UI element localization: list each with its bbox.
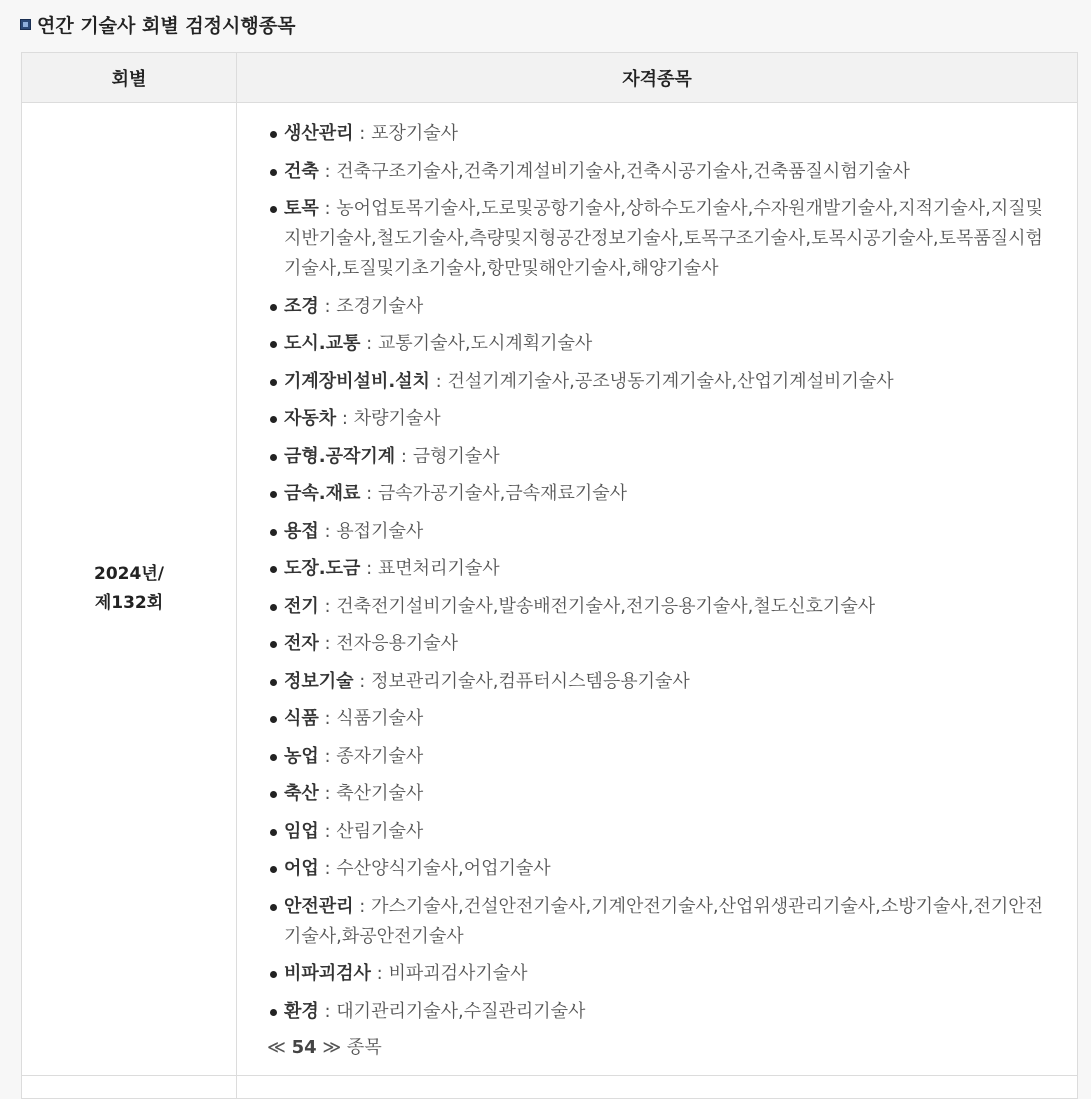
category-label: 임업 xyxy=(284,820,319,842)
field-list: 교통기술사,도시계획기술사 xyxy=(377,333,593,354)
category-label: 토목 xyxy=(284,198,319,219)
exam-schedule-table xyxy=(21,52,1078,1099)
list-item: 도장.도금 : 표면처리기술사 xyxy=(267,554,1047,584)
item-count xyxy=(267,1033,1047,1063)
count-suffix: ≫ 종목 xyxy=(316,1037,382,1058)
field-list: 가스기술사,건설안전기술사,기계안전기술사,산업위생관리기술사,소방기술사,전기안전기술사,화공안전기술사 xyxy=(284,895,1044,947)
field-list: 표면처리기술사 xyxy=(377,558,500,579)
category-label: 농업 xyxy=(284,745,319,767)
header-round: 회별 xyxy=(22,53,237,103)
field-list: 대기관리기술사,수질관리기술사 xyxy=(336,1000,586,1022)
category-label: 생산관리 xyxy=(284,123,354,144)
field-list: 수산양식기술사,어업기술사 xyxy=(336,858,551,879)
list-item: 용접 : 용접기술사 xyxy=(267,517,1047,547)
list-item: 안전관리 : 가스기술사,건설안전기술사,기계안전기술사,산업위생관리기술사,소방기술사,전기안전기술사,화공안전기술사 xyxy=(267,892,1047,952)
category-label: 안전관리 xyxy=(284,895,354,917)
category-label: 도시.교통 xyxy=(284,333,361,354)
qualification-list xyxy=(267,119,1047,1027)
category-label: 축산 xyxy=(284,783,319,804)
field-list: 식품기술사 xyxy=(336,708,424,729)
section-title: 연간 기술사 회별 검정시행종목 xyxy=(37,15,296,37)
count-value: 54 xyxy=(291,1037,317,1058)
list-item: 비파괴검사 : 비파괴검사기술사 xyxy=(267,959,1047,989)
table-row xyxy=(22,103,1078,1076)
list-item: 전기 : 건축전기설비기술사,발송배전기술사,전기응용기술사,철도신호기술사 xyxy=(267,592,1047,622)
field-list: 전자응용기술사 xyxy=(336,633,459,654)
list-item: 농업 : 종자기술사 xyxy=(267,742,1047,772)
square-bullet-icon xyxy=(20,19,31,30)
field-list: 종자기술사 xyxy=(336,745,424,767)
category-label: 비파괴검사 xyxy=(284,963,371,984)
round-cell xyxy=(22,103,237,1076)
list-item: 토목 : 농어업토목기술사,도로및공항기술사,상하수도기술사,수자원개발기술사,지적기술사,지질및지반기술사,철도기술사,측량및지형공간정보기술사,토목구조기술사,토목시공기술사,토목품질시험기술사,토질및기초기술사,항만및해안기술사,해양기술사 xyxy=(267,194,1047,284)
field-list: 차량기술사 xyxy=(353,408,441,429)
list-item: 건축 : 건축구조기술사,건축기계설비기술사,건축시공기술사,건축품질시험기술사 xyxy=(267,157,1047,187)
category-label: 건축 xyxy=(284,160,319,182)
category-label: 어업 xyxy=(284,858,319,879)
table-row xyxy=(22,1076,1078,1099)
list-item: 도시.교통 : 교통기술사,도시계획기술사 xyxy=(267,329,1047,359)
category-label: 용접 xyxy=(284,520,319,542)
field-list: 금형기술사 xyxy=(412,445,500,467)
next-qualification-cell xyxy=(237,1076,1078,1099)
field-list: 건설기계기술사,공조냉동기계기술사,산업기계설비기술사 xyxy=(447,370,894,392)
list-item: 정보기술 : 정보관리기술사,컴퓨터시스템응용기술사 xyxy=(267,667,1047,697)
list-item: 생산관리 : 포장기술사 xyxy=(267,119,1047,149)
category-label: 정보기술 xyxy=(284,670,354,692)
list-item: 자동차 : 차량기술사 xyxy=(267,404,1047,434)
category-label: 환경 xyxy=(284,1000,319,1022)
list-item: 환경 : 대기관리기술사,수질관리기술사 xyxy=(267,997,1047,1027)
field-list: 포장기술사 xyxy=(371,123,459,144)
list-item: 전자 : 전자응용기술사 xyxy=(267,629,1047,659)
round-number: 제132회 xyxy=(94,593,164,613)
next-round-cell xyxy=(22,1076,237,1099)
category-label: 식품 xyxy=(284,708,319,729)
list-item: 어업 : 수산양식기술사,어업기술사 xyxy=(267,854,1047,884)
category-label: 금형.공작기계 xyxy=(284,445,396,467)
field-list: 산림기술사 xyxy=(336,820,424,842)
category-label: 전자 xyxy=(284,633,319,654)
category-label: 전기 xyxy=(284,595,319,617)
category-label: 도장.도금 xyxy=(284,558,361,579)
field-list: 비파괴검사기술사 xyxy=(388,963,528,984)
list-item: 축산 : 축산기술사 xyxy=(267,779,1047,809)
list-item: 기계장비설비.설치 : 건설기계기술사,공조냉동기계기술사,산업기계설비기술사 xyxy=(267,367,1047,397)
list-item: 조경 : 조경기술사 xyxy=(267,292,1047,322)
field-list: 용접기술사 xyxy=(336,520,424,542)
list-item: 임업 : 산림기술사 xyxy=(267,817,1047,847)
field-list: 금속가공기술사,금속재료기술사 xyxy=(377,483,628,504)
table-header-row xyxy=(22,53,1078,103)
section-heading xyxy=(20,11,295,38)
list-item: 금속.재료 : 금속가공기술사,금속재료기술사 xyxy=(267,479,1047,509)
category-label: 기계장비설비.설치 xyxy=(284,370,430,392)
field-list: 건축구조기술사,건축기계설비기술사,건축시공기술사,건축품질시험기술사 xyxy=(336,160,910,182)
field-list: 건축전기설비기술사,발송배전기술사,전기응용기술사,철도신호기술사 xyxy=(336,595,876,617)
field-list: 축산기술사 xyxy=(336,783,424,804)
header-qualification: 자격종목 xyxy=(237,53,1078,103)
field-list: 조경기술사 xyxy=(336,295,424,317)
category-label: 자동차 xyxy=(284,408,337,429)
qualification-cell xyxy=(237,103,1078,1076)
category-label: 조경 xyxy=(284,295,319,317)
count-prefix: ≪ xyxy=(267,1037,292,1058)
category-label: 금속.재료 xyxy=(284,483,361,504)
field-list: 농어업토목기술사,도로및공항기술사,상하수도기술사,수자원개발기술사,지적기술사,지질및지반기술사,철도기술사,측량및지형공간정보기술사,토목구조기술사,토목시공기술사,토목품질시험기술사,토질및기초기술사,항만및해안기술사,해양기술사 xyxy=(284,198,1044,279)
list-item: 식품 : 식품기술사 xyxy=(267,704,1047,734)
round-year: 2024년/ xyxy=(94,564,164,584)
list-item: 금형.공작기계 : 금형기술사 xyxy=(267,442,1047,472)
field-list: 정보관리기술사,컴퓨터시스템응용기술사 xyxy=(371,670,690,692)
